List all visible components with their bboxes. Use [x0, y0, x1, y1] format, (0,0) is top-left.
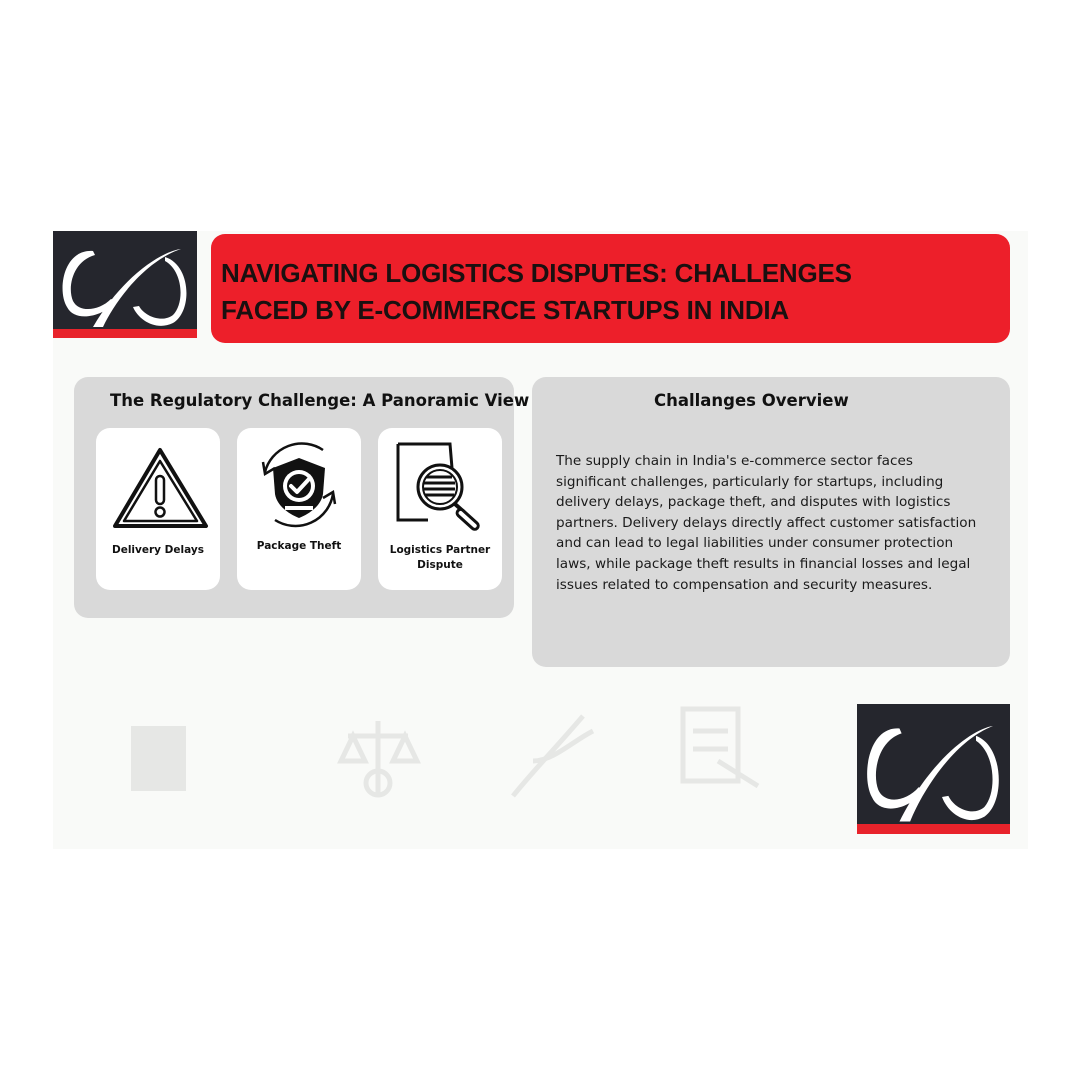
card-package-theft — [237, 428, 361, 590]
overview-body-text: The supply chain in India's e-commerce sector faces significant challenges, particularly for startups, including delivery delays, package theft, and disputes with logistics partners. Delivery delays directly affect customer satisfaction and can lead to legal liabilities under consumer protection laws, while package theft results in financial losses and legal issues related to compensation and security measures. — [556, 453, 977, 593]
checklist-watermark-icon — [683, 709, 758, 786]
brand-logo-footer — [857, 704, 1010, 834]
logo-accent-bar — [857, 824, 1010, 834]
card-label: Logistics Partner Dispute — [389, 544, 491, 571]
panel-title: Challanges Overview — [654, 391, 849, 410]
panel-title: The Regulatory Challenge: A Panoramic View — [110, 391, 530, 410]
document-search-icon — [378, 428, 502, 540]
card-label: Package Theft — [256, 540, 342, 552]
hand-watermark-icon — [513, 716, 593, 796]
title-banner — [211, 234, 1010, 343]
decorative-watermark-icons — [113, 701, 793, 801]
regulatory-challenge-panel — [74, 377, 530, 618]
logo-accent-bar — [53, 329, 197, 338]
card-label: Delivery Delays — [112, 544, 204, 556]
card-logistics-partner-dispute — [378, 428, 502, 590]
card-delivery-delays — [96, 428, 220, 590]
infinity-swoosh-logo-icon — [857, 704, 1010, 824]
infinity-swoosh-logo-icon — [53, 231, 197, 329]
slide — [53, 231, 1028, 849]
brand-logo — [53, 231, 197, 338]
document-watermark-icon — [131, 726, 186, 791]
shield-check-icon — [237, 428, 361, 540]
scales-watermark-icon — [341, 721, 417, 796]
warning-triangle-icon — [96, 428, 220, 540]
page-title: NAVIGATING LOGISTICS DISPUTES: CHALLENGES FACED BY E-COMMERCE STARTUPS IN INDIA — [221, 258, 852, 325]
challenges-overview-panel — [532, 377, 1010, 667]
